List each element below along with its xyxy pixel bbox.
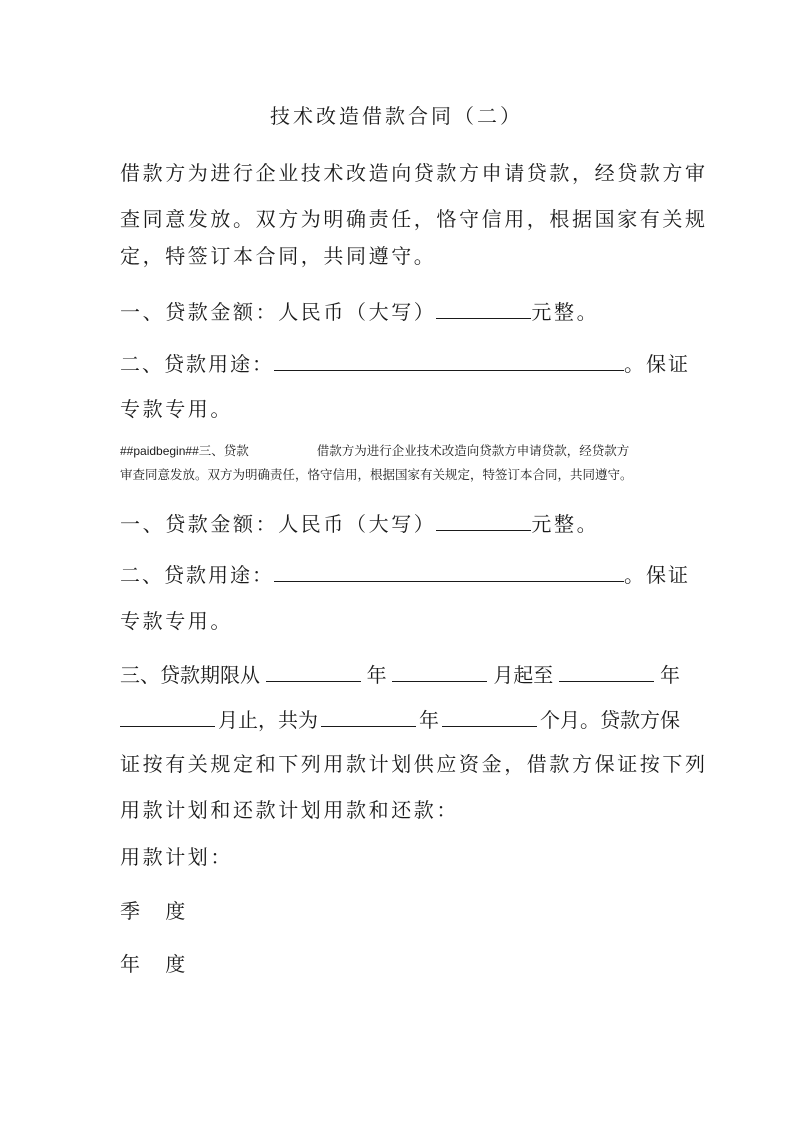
clause-2-continuation: 专款专用。 — [120, 397, 233, 421]
paid-marker: ##paidbegin## — [120, 444, 199, 458]
clause-2-prefix: 二、贷款用途： — [120, 352, 274, 376]
start-year-blank — [266, 661, 361, 682]
amount-blank-repeat — [436, 510, 531, 531]
purpose-blank-repeat — [274, 561, 624, 582]
clause-2-suffix: 。保证 — [624, 352, 690, 376]
clause-1-suffix: 元整。 — [531, 300, 600, 324]
plan-year-label: 年 度 — [120, 952, 188, 976]
end-year-blank — [559, 661, 654, 682]
clause-3-c: 月起至 — [493, 663, 554, 687]
clause-2-repeat-continuation: 专款专用。 — [120, 609, 233, 633]
document-title: 技术改造借款合同（二） — [270, 104, 523, 128]
clause-3-g: 个月。贷款方保 — [540, 708, 680, 732]
clause-3-term-line-1 — [120, 661, 680, 689]
clause-2-purpose-repeat — [120, 561, 690, 589]
inserted-block-line-1 — [120, 440, 680, 462]
clause-1-amount-repeat — [120, 510, 680, 538]
clause-1-amount — [120, 298, 680, 326]
inserted-text-1: 借款方为进行企业技术改造向贷款方申请贷款，经贷款方 — [316, 443, 630, 458]
plan-quarter-label: 季 度 — [120, 899, 188, 923]
clause-3-line-3: 证按有关规定和下列用款计划供应资金，借款方保证按下列 — [120, 752, 708, 776]
clause-2-purpose — [120, 350, 690, 378]
plan-heading: 用款计划： — [120, 845, 233, 869]
clause-2-repeat-prefix: 二、贷款用途： — [120, 563, 274, 587]
clause-3-b: 年 — [366, 663, 387, 687]
total-month-blank — [442, 706, 537, 727]
start-month-blank — [392, 661, 487, 682]
clause-3-a: 三、贷款期限从 — [120, 663, 260, 687]
intro-line-1: 借款方为进行企业技术改造向贷款方申请贷款，经贷款方审 — [120, 161, 708, 185]
clause-1-repeat-suffix: 元整。 — [531, 512, 600, 536]
clause-3-d: 年 — [659, 663, 680, 687]
amount-blank — [436, 298, 531, 319]
end-month-blank — [120, 706, 215, 727]
clause-1-repeat-prefix: 一、贷款金额：人民币（大写） — [120, 512, 437, 536]
clause-3-e: 月止，共为 — [218, 708, 318, 732]
clause-3-term-line-2 — [120, 706, 680, 734]
inserted-block-line-2: 审查同意发放。双方为明确责任，恪守信用，根据国家有关规定，特签订本合同，共同遵守。 — [120, 467, 633, 482]
total-year-blank — [321, 706, 416, 727]
clause-3-f: 年 — [419, 708, 439, 732]
intro-line-2: 查同意发放。双方为明确责任，恪守信用，根据国家有关规 — [120, 207, 708, 231]
purpose-blank — [274, 350, 624, 371]
intro-line-3: 定，特签订本合同，共同遵守。 — [120, 244, 437, 268]
inserted-head: 三、贷款 — [198, 443, 249, 458]
clause-2-repeat-suffix: 。保证 — [624, 563, 690, 587]
clause-1-prefix: 一、贷款金额：人民币（大写） — [120, 300, 437, 324]
clause-3-line-4: 用款计划和还款计划用款和还款： — [120, 798, 459, 822]
